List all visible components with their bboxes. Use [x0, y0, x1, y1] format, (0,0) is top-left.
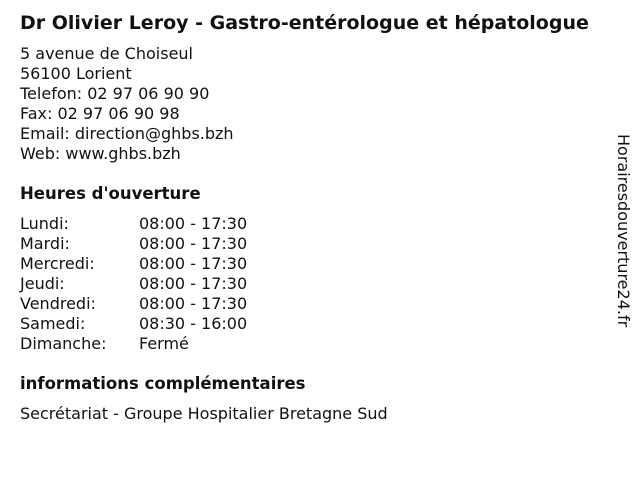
hours-value: 08:00 - 17:30 — [139, 254, 248, 273]
additional-info-text: Secrétariat - Groupe Hospitalier Bretagne Sud — [20, 404, 388, 423]
hours-value: 08:30 - 16:00 — [139, 314, 248, 333]
hours-row-monday — [20, 214, 320, 234]
hours-value: 08:00 - 17:30 — [139, 294, 248, 313]
address-city: 56100 Lorient — [20, 64, 132, 83]
day-label: Vendredi: — [20, 294, 96, 313]
hours-row-sunday — [20, 334, 320, 354]
day-label: Mercredi: — [20, 254, 95, 273]
additional-info-heading: informations complémentaires — [20, 374, 306, 393]
hours-row-tuesday — [20, 234, 320, 254]
opening-hours-table — [20, 214, 320, 354]
hours-value: 08:00 - 17:30 — [139, 234, 248, 253]
opening-hours-heading: Heures d'ouverture — [20, 184, 201, 203]
phone-number: Telefon: 02 97 06 90 90 — [20, 84, 210, 103]
hours-row-thursday — [20, 274, 320, 294]
day-label: Mardi: — [20, 234, 70, 253]
page-title: Dr Olivier Leroy - Gastro-entérologue et hépatologue — [20, 12, 589, 34]
day-label: Jeudi: — [20, 274, 65, 293]
day-label: Dimanche: — [20, 334, 107, 353]
day-label: Lundi: — [20, 214, 69, 233]
hours-value: 08:00 - 17:30 — [139, 214, 248, 233]
website: Web: www.ghbs.bzh — [20, 144, 181, 163]
hours-value: Fermé — [139, 334, 189, 353]
site-watermark: Horairesdouverture24.fr — [614, 134, 633, 328]
day-label: Samedi: — [20, 314, 86, 333]
hours-row-saturday — [20, 314, 320, 334]
hours-value: 08:00 - 17:30 — [139, 274, 248, 293]
hours-row-wednesday — [20, 254, 320, 274]
hours-row-friday — [20, 294, 320, 314]
fax-number: Fax: 02 97 06 90 98 — [20, 104, 180, 123]
email-address: Email: direction@ghbs.bzh — [20, 124, 234, 143]
address-street: 5 avenue de Choiseul — [20, 44, 193, 63]
